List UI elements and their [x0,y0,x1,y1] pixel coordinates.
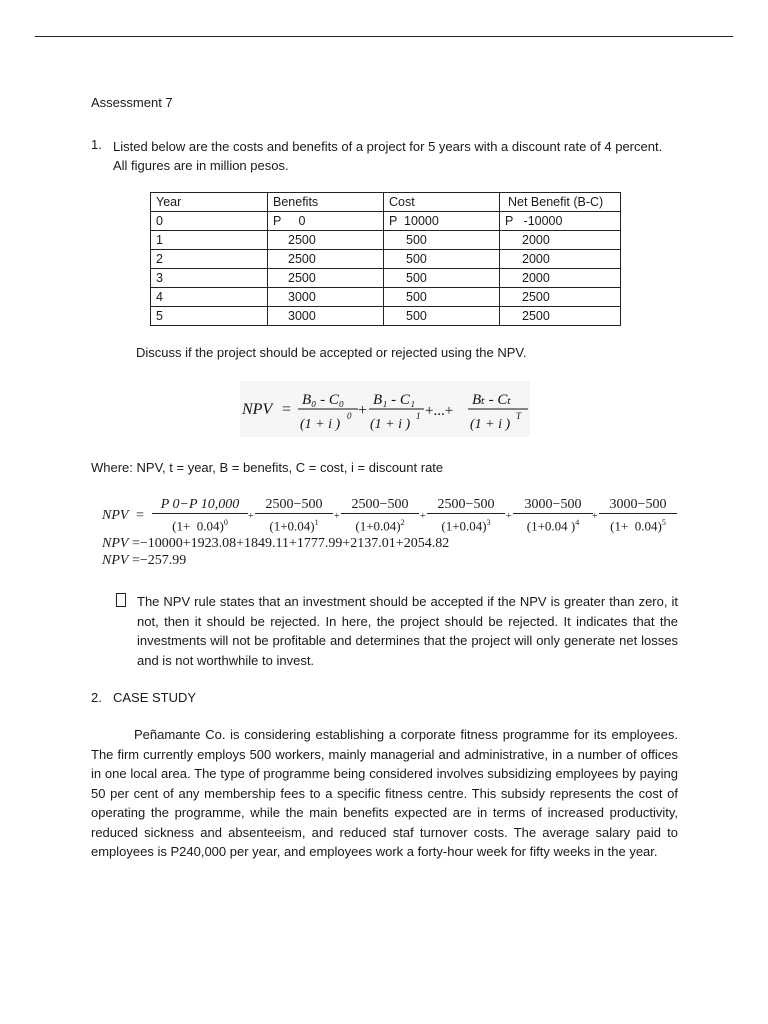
case-study-text: Peñamante Co. is considering establishing a corporate fitness programme for its employees. The firm currently employs 500 workers, mainly managerial and administrative, in a number of offices in one local area. The type of programme being considered involves subsidizing employees by paying 50 per cent of any membership fees to a specific fitness centre. This subsidy represents the cost of operating the programme, while the main benefits expected are in terms of increased productivity, reduced sickness and absenteeism, and reduced staf turnover costs. The average salary paid to employees is P240,000 per year, and employees work a forty-hour week for fifty weeks in the year. [91,727,678,859]
eq-term-den: (1+0.04 )$^4$ [526,518,580,534]
table-header-row [151,193,621,212]
eq-plus: + [420,511,426,522]
formula-term-den: (1 + i ) [370,417,411,432]
table-header-cell: Cost [384,193,500,212]
npv-result [102,553,186,569]
assessment-title: Assessment 7 [91,95,173,110]
eq-plus: + [506,511,512,522]
formula-lhs: NPV [242,401,273,418]
table-cell: 3000 [268,288,384,307]
table-cell: 3000 [268,307,384,326]
eq-term-1 [255,497,333,534]
formula-term-num: B₁ - C₁ [373,392,416,408]
eq-equals: = [136,508,144,523]
table-cell: 500 [384,250,500,269]
table-row [151,269,621,288]
cost-benefit-table [150,192,621,326]
eq-term-num: 3000−500 [599,497,677,514]
table-cell: P 10000 [384,212,500,231]
eq-lhs: NPV [102,508,129,523]
eq-term-5 [599,497,677,534]
formula-term-exp: T [516,411,522,421]
eq-term-num: 3000−500 [513,497,593,514]
npv-conclusion: The NPV rule states that an investment should be accepted if the NPV is greater than zero, it not, then it should be rejected. In here, the project should be rejected. It indicates that the investments will not be profitable and determines that the project will only generate net losses and is not worthwhile to invest. [137,594,678,668]
eq-term-num: 2500−500 [341,497,419,514]
formula-term-den: (1 + i ) [470,417,511,432]
eq-term-num: 2500−500 [427,497,505,514]
table-cell: 1 [151,231,268,250]
eq-term-num: P 0−P 10,000 [152,497,248,514]
formula-plus: + [358,402,368,419]
table-row [151,307,621,326]
eq-term-den: $(1+0.04)^1$ [269,518,319,534]
table-cell: 2500 [268,231,384,250]
question-1-text: Listed below are the costs and benefits of a project for 5 years with a discount rate of 4 percent. All figures are in million pesos. [113,139,663,173]
table-cell: 2500 [268,269,384,288]
table-cell: 2000 [500,269,621,288]
header-rule [35,36,733,37]
table-cell: P -10000 [500,212,621,231]
formula-term-den: (1 + i ) [300,417,341,432]
table-header-cell: Benefits [268,193,384,212]
eq-plus: + [334,511,340,522]
eq-term-2 [341,497,419,534]
eq-result: =−257.99 [131,553,187,568]
variable-definitions: Where: NPV, t = year, B = benefits, C = cost, i = discount rate [91,460,444,475]
table-row [151,231,621,250]
formula-term-exp: 1 [416,411,421,421]
eq-term-num: 2500−500 [255,497,333,514]
question-2-title: CASE STUDY [113,690,197,705]
eq-term-den: $(1+0.04)^2$ [355,518,405,534]
eq-term-0 [152,497,248,534]
npv-expanded-equation [102,497,682,537]
eq-plus: + [592,511,598,522]
table-cell: 500 [384,307,500,326]
table-cell: 500 [384,269,500,288]
npv-computed-values [102,536,449,552]
npv-formula-image [240,381,530,437]
eq-term-den: $(1+0.04)^3$ [441,518,491,534]
formula-ellipsis: +...+ [425,403,454,419]
eq-values: =−10000+1923.08+1849.11+1777.99+2137.01+2054.82 [131,536,450,551]
table-cell: 2500 [500,288,621,307]
formula-equals: = [282,401,292,418]
table-cell: 5 [151,307,268,326]
table-cell: 500 [384,231,500,250]
formula-term-num: Bₜ - Cₜ [472,392,512,408]
question-1-number: 1. [91,137,102,152]
table-cell: 0 [151,212,268,231]
eq-lhs: NPV [102,536,129,551]
table-row [151,212,621,231]
eq-term-den: $(1+ 0.04)^0$ [172,518,228,534]
table-cell: 4 [151,288,268,307]
npv-formula-svg [240,381,530,437]
eq-term-4 [513,497,593,534]
formula-term-num: B₀ - C₀ [302,392,345,408]
table-cell: 2500 [268,250,384,269]
eq-term-3 [427,497,505,534]
eq-plus: + [248,511,254,522]
eq-lhs: NPV [102,553,129,568]
formula-term-exp: 0 [347,411,352,421]
table-header-cell: Net Benefit (B-C) [500,193,621,212]
eq-term-den: $(1+ 0.04)^5$ [610,518,666,534]
table-cell: 2500 [500,307,621,326]
discuss-instruction: Discuss if the project should be accepted or rejected using the NPV. [136,345,527,360]
table-cell: 2000 [500,250,621,269]
table-cell: 3 [151,269,268,288]
question-2-number: 2. [91,690,102,705]
bullet-square-icon [116,593,126,607]
table-row [151,250,621,269]
table-cell: 2 [151,250,268,269]
table-header-cell: Year [151,193,268,212]
table-cell: 2000 [500,231,621,250]
table-row [151,288,621,307]
table-cell: 500 [384,288,500,307]
table-cell: P 0 [268,212,384,231]
